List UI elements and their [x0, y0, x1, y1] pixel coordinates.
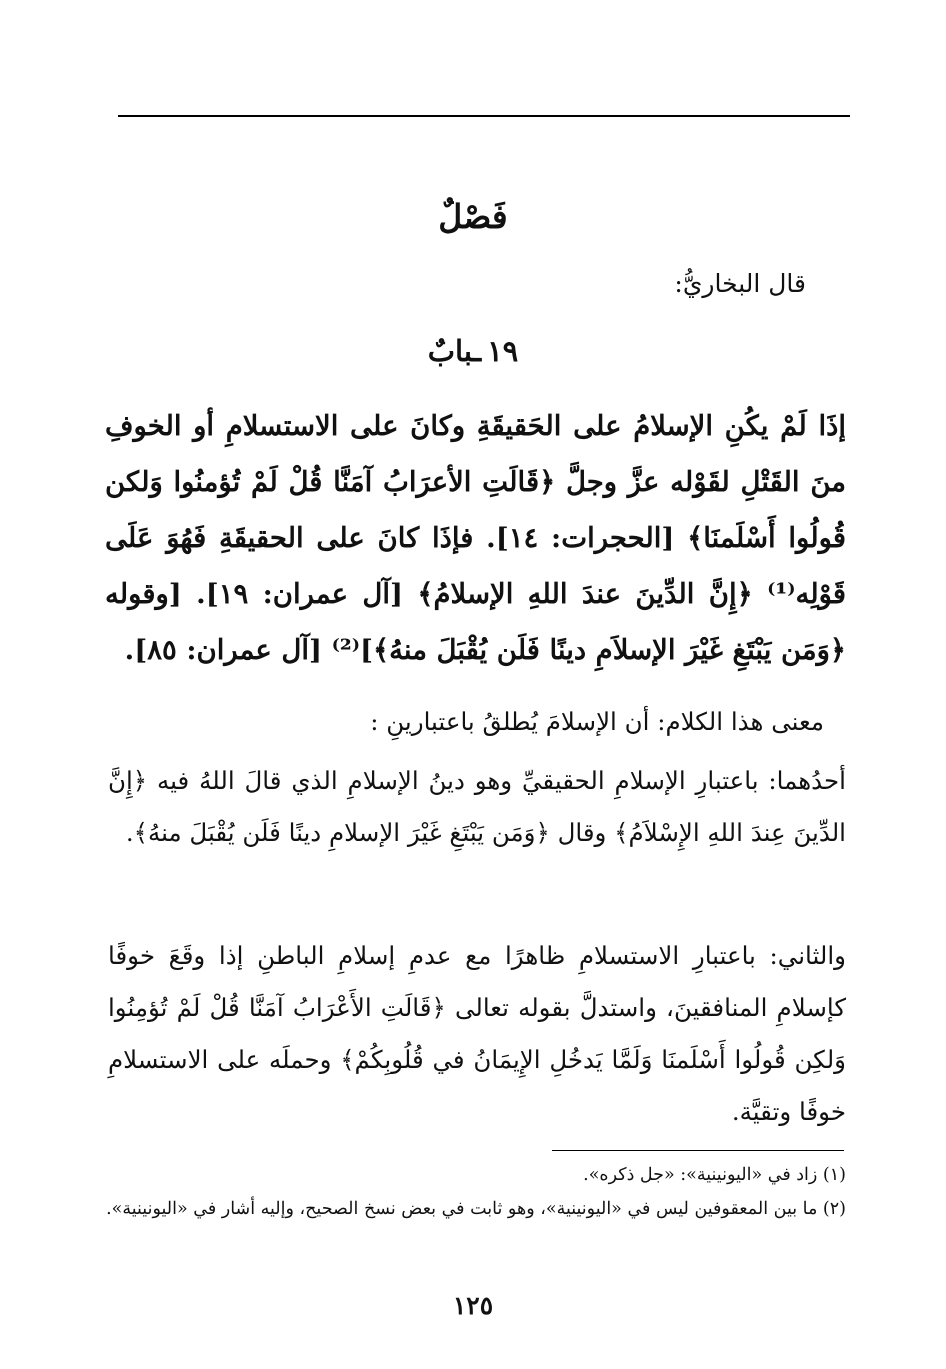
footnotes	[100, 1158, 846, 1226]
chapter-separator: ـ	[472, 334, 482, 368]
footnote-1: (١) زاد في «اليونينية»: «جل ذكره».	[583, 1165, 846, 1185]
chapter-title-text: إذَا لَمْ يكُنِ الإسلامُ على الحَقيقَةِ وكانَ على الاستسلامِ أو الخوفِ منَ القَتْلِ لقَوْله عزَّ وجلَّ ﴿قَالَتِ الأعرَابُ آمَنَّا قُلْ لَمْ تُؤمنُوا وَلكن قُولُوا أَسْلَمنَا﴾ [الحجرات: ١٤]. فإذَا كانَ على الحقيقَةِ فَهُوَ عَلَى قَوْلِه⁽¹⁾ ﴿إِنَّ الدِّينَ عندَ اللهِ الإسلامُ﴾ [آل عمران: ١٩]. [وقوله ﴿وَمَن يَبْتَغِ غَيْرَ الإسلاَمِ دينًا فَلَن يُقْبَلَ منهُ﴾]⁽²⁾ [آل عمران: ٨٥].	[105, 410, 847, 666]
meaning-paragraph: معنى هذا الكلام: أن الإسلامَ يُطلقُ باعتبارينِ :	[370, 707, 824, 736]
first-sense-paragraph: أحدُهما: باعتبارِ الإسلامِ الحقيقيِّ وهو دينُ الإسلامِ الذي قالَ اللهُ فيه ﴿إِنَّ الدِّينَ عِندَ اللهِ الإِسْلاَمُ﴾ وقال ﴿وَمَن يَبْتَغِ غَيْرَ الإسلامِ دينًا فَلَن يُقْبَلَ منهُ﴾.	[108, 766, 846, 847]
intro-line: قال البخاريُّ:	[674, 269, 806, 298]
chapter-label: بابٌ	[427, 334, 473, 368]
chapter-number: ١٩	[487, 334, 519, 368]
page-number: ١٢٥	[452, 1291, 494, 1320]
second-sense-paragraph: والثاني: باعتبارِ الاستسلامِ ظاهرًا مع عدمِ إسلامِ الباطنِ إذا وقَعَ خوفًا كإسلامِ المنافقينَ، واستدلَّ بقوله تعالى ﴿قَالَتِ الأَعْرَابُ آمَنَّا قُلْ لَمْ تُؤمِنُوا وَلكِن قُولُوا أَسْلَمنَا وَلَمَّا يَدخُلِ الإِيمَانُ في قُلُوبِكُمْ﴾ وحملَه على الاستسلامِ خوفًا وتقيَّة.	[108, 941, 846, 1126]
footnote-separator	[552, 1150, 844, 1151]
footnote-2: (٢) ما بين المعقوفين ليس في «اليونينية»، وهو ثابت في بعض نسخ الصحيح، وإليه أشار في «اليونينية».	[106, 1199, 846, 1219]
section-heading: فَصْلٌ	[438, 197, 508, 236]
header-rule	[118, 115, 850, 117]
chapter-heading	[0, 326, 946, 376]
